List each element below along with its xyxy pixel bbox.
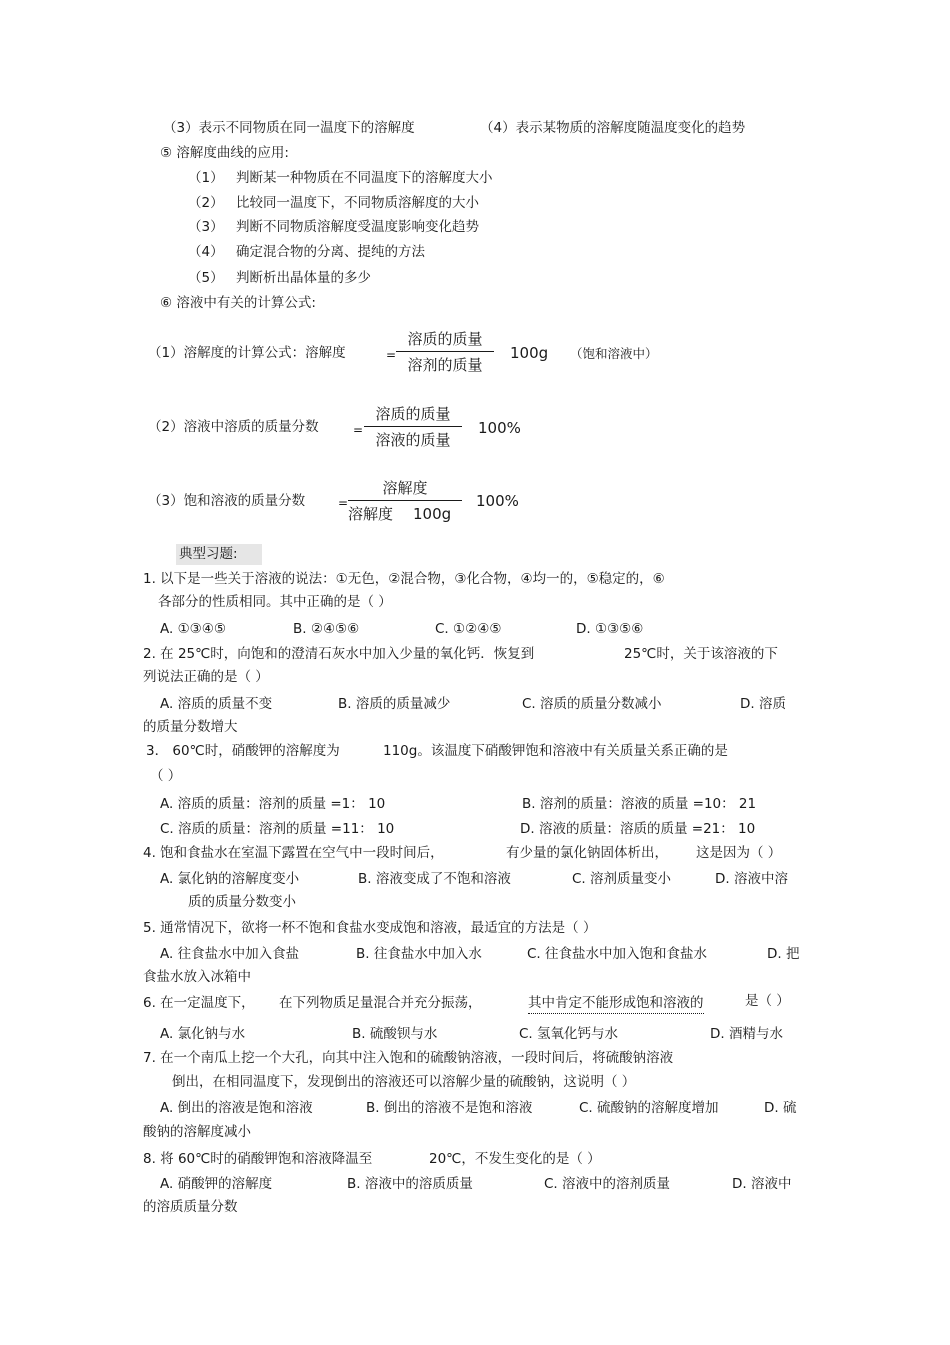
application-text: 判断析出晶体量的多少 xyxy=(236,270,371,286)
q3-option-a: A. 溶质的质量：溶剂的质量 =1： 10 xyxy=(160,796,386,812)
formula-2-label: （2）溶液中溶质的质量分数 xyxy=(148,419,319,435)
q4-option-d-wrap: 质的质量分数变小 xyxy=(188,894,296,910)
curve-application-title: ⑤ 溶解度曲线的应用: xyxy=(160,145,289,161)
q8-option-a: A. 硝酸钾的溶解度 xyxy=(160,1176,273,1192)
formula-1-note: （饱和溶液中） xyxy=(570,346,658,361)
q1-option-c: C. ①②④⑤ xyxy=(435,621,502,637)
q7-option-c: C. 硫酸钠的溶解度增加 xyxy=(579,1100,719,1116)
q4-option-c: C. 溶剂质量变小 xyxy=(572,871,672,887)
formula-1-fraction xyxy=(396,332,494,373)
formula-section-title: ⑥ 溶液中有关的计算公式: xyxy=(160,295,316,311)
formula-1-denominator: 溶剂的质量 xyxy=(407,356,483,374)
q7-option-d-wrap: 酸钠的溶解度减小 xyxy=(143,1124,251,1140)
question-8-line-1a: 8. 将 60℃时的硝酸钾饱和溶液降温至 xyxy=(143,1151,373,1167)
question-6-line-1d: 是（ ） xyxy=(745,993,790,1009)
question-2-line-1b: 25℃时，关于该溶液的下 xyxy=(624,646,778,662)
formula-1-factor: 100g xyxy=(510,344,549,362)
application-number: （1） xyxy=(188,170,224,186)
formula-3-denominator xyxy=(348,507,462,522)
question-6-line-1a: 6. 在一定温度下， xyxy=(143,995,255,1011)
formula-3-denominator-a: 溶解度 xyxy=(348,505,394,523)
formula-3-equals: = xyxy=(338,496,349,510)
formula-3-factor: 100% xyxy=(476,492,519,510)
q8-option-c: C. 溶液中的溶剂质量 xyxy=(544,1176,671,1192)
formula-3-fraction xyxy=(348,481,462,522)
question-7-line-2: 倒出，在相同温度下，发现倒出的溶液还可以溶解少量的硫酸钠，这说明（ ） xyxy=(172,1074,636,1090)
question-6-line-1c: 其中肯定不能形成饱和溶液的 xyxy=(528,997,704,1014)
q7-option-b: B. 倒出的溶液不是饱和溶液 xyxy=(366,1100,533,1116)
formula-1-numerator: 溶质的质量 xyxy=(407,330,483,348)
formula-3-denominator-b: 100g xyxy=(413,505,452,523)
q2-option-c: C. 溶质的质量分数减小 xyxy=(522,696,662,712)
q2-option-d: D. 溶质 xyxy=(740,696,786,712)
application-number: （4） xyxy=(188,244,224,260)
q5-option-d-wrap: 食盐水放入冰箱中 xyxy=(143,969,251,985)
formula-3-numerator: 溶解度 xyxy=(382,479,428,497)
q5-option-c: C. 往食盐水中加入饱和食盐水 xyxy=(527,946,708,962)
fraction-bar xyxy=(364,426,462,427)
question-4-line-1c: 这是因为（ ） xyxy=(696,845,782,861)
question-8-line-1b: 20℃，不发生变化的是（ ） xyxy=(429,1151,601,1167)
q7-option-d: D. 硫 xyxy=(764,1100,797,1116)
q6-option-b: B. 硫酸钡与水 xyxy=(352,1026,438,1042)
question-4-line-1a: 4. 饱和食盐水在室温下露置在空气中一段时间后， xyxy=(143,845,444,861)
application-number: （3） xyxy=(188,219,224,235)
q2-option-b: B. 溶质的质量减少 xyxy=(338,696,451,712)
q1-option-a: A. ①③④⑤ xyxy=(160,621,226,637)
q6-option-a: A. 氯化钠与水 xyxy=(160,1026,246,1042)
q6-option-c: C. 氢氧化钙与水 xyxy=(519,1026,619,1042)
question-3-line-1b: 110g。该温度下硝酸钾饱和溶液中有关质量关系正确的是 xyxy=(383,743,728,759)
q4-option-d: D. 溶液中溶 xyxy=(715,871,788,887)
application-text: 比较同一温度下，不同物质溶解度的大小 xyxy=(236,195,479,211)
q7-option-a: A. 倒出的溶液是饱和溶液 xyxy=(160,1100,313,1116)
q6-option-d: D. 酒精与水 xyxy=(710,1026,783,1042)
q5-option-a: A. 往食盐水中加入食盐 xyxy=(160,946,300,962)
question-1-line-1: 1. 以下是一些关于溶液的说法：①无色，②混合物，③化合物，④均一的，⑤稳定的，⑥ xyxy=(143,571,665,587)
application-text: 确定混合物的分离、提纯的方法 xyxy=(236,244,425,260)
formula-1-equals: = xyxy=(386,348,397,362)
formula-2-equals: = xyxy=(353,423,364,437)
fraction-bar xyxy=(348,500,462,501)
formula-1-label: （1）溶解度的计算公式：溶解度 xyxy=(148,345,346,361)
formula-2-factor: 100% xyxy=(478,419,521,437)
q2-option-d-wrap: 的质量分数增大 xyxy=(143,719,238,735)
question-4-line-1b: 有少量的氯化钠固体析出， xyxy=(506,845,668,861)
q8-option-d: D. 溶液中 xyxy=(732,1176,792,1192)
q3-option-b: B. 溶剂的质量：溶液的质量 =10： 21 xyxy=(522,796,757,812)
curve-use-4: （4）表示某物质的溶解度随温度变化的趋势 xyxy=(480,120,746,136)
formula-3-label: （3）饱和溶液的质量分数 xyxy=(148,493,306,509)
q5-option-b: B. 往食盐水中加入水 xyxy=(356,946,482,962)
q3-option-c: C. 溶质的质量：溶剂的质量 =11： 10 xyxy=(160,821,395,837)
q1-option-d: D. ①③⑤⑥ xyxy=(576,621,644,637)
q4-option-a: A. 氯化钠的溶解度变小 xyxy=(160,871,300,887)
curve-use-3: （3）表示不同物质在同一温度下的溶解度 xyxy=(163,120,415,136)
application-text: 判断不同物质溶解度受温度影响变化趋势 xyxy=(236,219,479,235)
q2-option-a: A. 溶质的质量不变 xyxy=(160,696,273,712)
question-3-line-2: （ ） xyxy=(150,768,182,784)
formula-2-numerator: 溶质的质量 xyxy=(375,405,451,423)
q3-option-d: D. 溶液的质量：溶质的质量 =21： 10 xyxy=(520,821,756,837)
application-text: 判断某一种物质在不同温度下的溶解度大小 xyxy=(236,170,493,186)
application-number: （5） xyxy=(188,270,224,286)
q5-option-d: D. 把 xyxy=(767,946,800,962)
formula-2-fraction xyxy=(364,407,462,448)
question-6-line-1b: 在下列物质足量混合并充分振荡， xyxy=(279,995,482,1011)
question-2-line-1a: 2. 在 25℃时，向饱和的澄清石灰水中加入少量的氧化钙．恢复到 xyxy=(143,646,535,662)
question-5-line-1: 5. 通常情况下，欲将一杯不饱和食盐水变成饱和溶液，最适宜的方法是（ ） xyxy=(143,920,597,936)
formula-2-denominator: 溶液的质量 xyxy=(375,431,451,449)
question-3-line-1a: 3． 60℃时，硝酸钾的溶解度为 xyxy=(146,743,340,759)
q4-option-b: B. 溶液变成了不饱和溶液 xyxy=(358,871,511,887)
application-number: （2） xyxy=(188,195,224,211)
question-1-line-2: 各部分的性质相同。其中正确的是（ ） xyxy=(158,594,392,610)
question-2-line-2: 列说法正确的是（ ） xyxy=(143,669,269,685)
exercise-heading: 典型习题: xyxy=(179,546,238,562)
q1-option-b: B. ②④⑤⑥ xyxy=(293,621,360,637)
q8-option-d-wrap: 的溶质质量分数 xyxy=(143,1199,238,1215)
fraction-bar xyxy=(396,351,494,352)
q8-option-b: B. 溶液中的溶质质量 xyxy=(347,1176,473,1192)
question-7-line-1: 7. 在一个南瓜上挖一个大孔，向其中注入饱和的硫酸钠溶液，一段时间后，将硫酸钠溶液 xyxy=(143,1050,674,1066)
